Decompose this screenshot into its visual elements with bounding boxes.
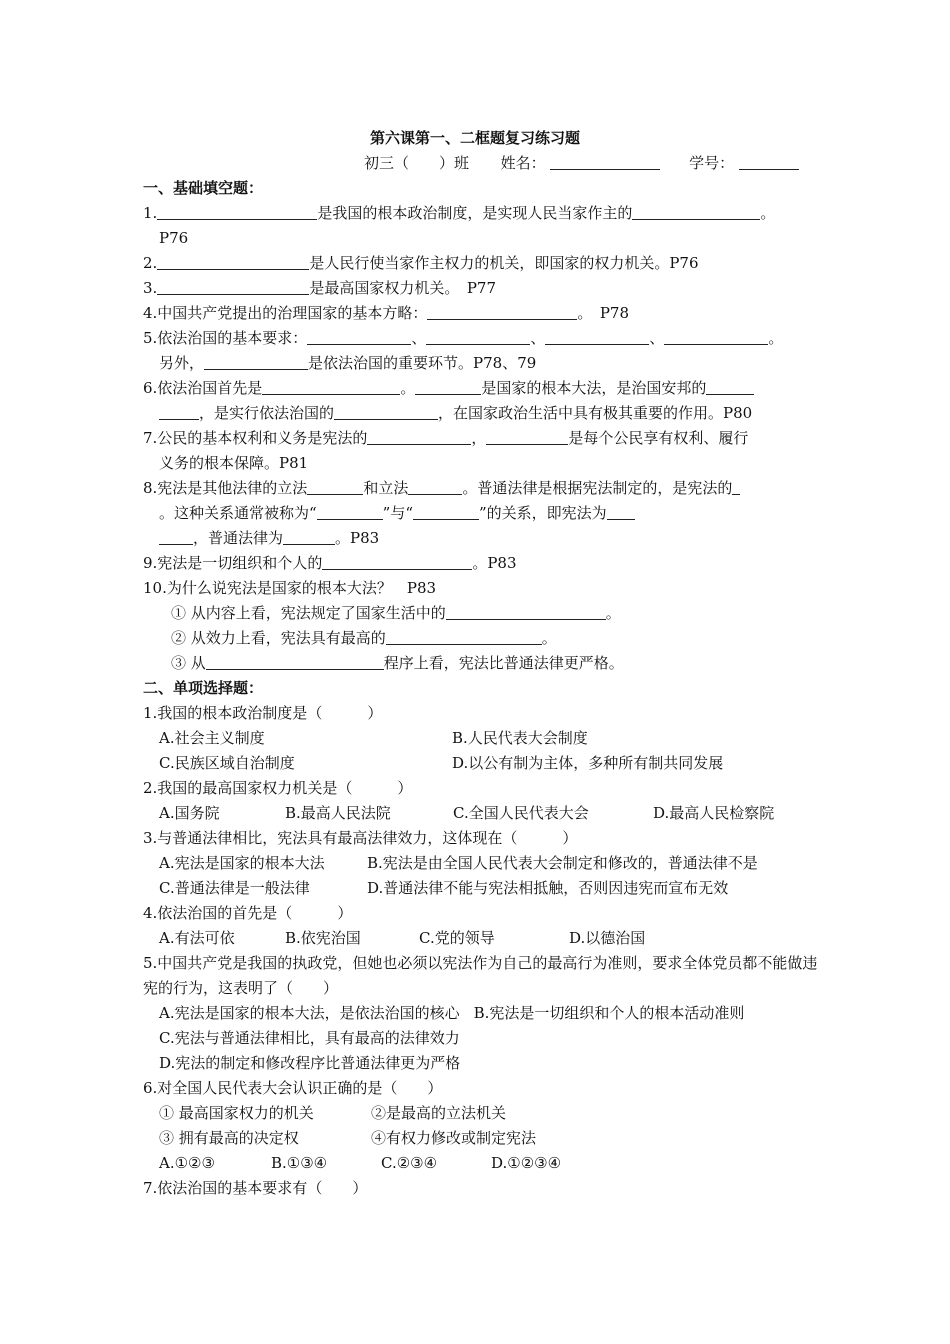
q-text: 4.中国共产党提出的治理国家的基本方略： bbox=[143, 304, 428, 322]
q-text: 8.宪法是其他法律的立法 bbox=[143, 479, 308, 497]
fill-question-6-cont bbox=[143, 401, 819, 426]
q-text: 是国家的根本大法，是治国安邦的 bbox=[481, 379, 707, 397]
q-text: ”的关系，即宪法为 bbox=[479, 504, 607, 522]
choice-option[interactable]: C.②③④ bbox=[381, 1154, 438, 1172]
choice-question-stem: 2.我国的最高国家权力机关是（ ） bbox=[143, 779, 413, 797]
answer-blank[interactable] bbox=[732, 478, 740, 495]
choice-options-row bbox=[143, 726, 819, 751]
q-text: 。 P78 bbox=[577, 304, 630, 322]
q-text: 9.宪法是一切组织和个人的 bbox=[143, 554, 323, 572]
statement-item: ③ 拥有最高的决定权 bbox=[159, 1129, 299, 1147]
choice-option[interactable]: B.依宪治国 bbox=[285, 929, 361, 947]
answer-blank[interactable] bbox=[367, 428, 471, 445]
choice-options-row bbox=[143, 751, 819, 776]
statement-item: ① 最高国家权力的机关 bbox=[159, 1104, 314, 1122]
section1-heading: 一、基础填空题： bbox=[143, 179, 264, 197]
answer-blank[interactable] bbox=[157, 253, 309, 270]
q-text: 。普通法律是根据宪法制定的，是宪法的 bbox=[462, 479, 733, 497]
q-number: 1. bbox=[143, 204, 158, 222]
answer-blank[interactable] bbox=[262, 378, 400, 395]
fill-question-10-item-1 bbox=[143, 601, 819, 626]
q-text: ③ 从 bbox=[171, 654, 206, 672]
q-number: 3. bbox=[143, 279, 158, 297]
choice-option[interactable]: D.①②③④ bbox=[491, 1154, 562, 1172]
q-text: ”与“ bbox=[382, 504, 414, 522]
answer-blank[interactable] bbox=[159, 403, 199, 420]
answer-blank[interactable] bbox=[334, 403, 438, 420]
answer-blank[interactable] bbox=[607, 503, 635, 520]
answer-blank[interactable] bbox=[206, 653, 384, 670]
id-label: 学号： bbox=[689, 154, 735, 172]
fill-question-1-page: P76 bbox=[159, 229, 189, 247]
choice-options-row bbox=[143, 1001, 819, 1026]
student-info-line bbox=[364, 151, 799, 176]
fill-question-10: 10.为什么说宪法是国家的根本大法？ P83 bbox=[143, 579, 437, 597]
q-text: 。这种关系通常被称为“ bbox=[159, 504, 317, 522]
q-text: 。 bbox=[760, 204, 776, 222]
choice-option[interactable]: C.民族区域自治制度 bbox=[159, 754, 295, 772]
q-text: 是人民行使当家作主权力的机关，即国家的权力机关。P76 bbox=[309, 254, 699, 272]
statement-item: ②是最高的立法机关 bbox=[371, 1104, 507, 1122]
fill-question-5-cont bbox=[143, 351, 819, 376]
fill-question-2 bbox=[143, 251, 819, 276]
q-text: 另外， bbox=[159, 354, 205, 372]
choice-option[interactable]: B.①③④ bbox=[271, 1154, 328, 1172]
choice-option[interactable]: A.宪法是国家的根本大法 bbox=[159, 854, 325, 872]
q-text: 。 bbox=[400, 379, 416, 397]
choice-options-row bbox=[143, 1151, 819, 1176]
choice-option[interactable]: A.①②③ bbox=[159, 1154, 215, 1172]
q-text: ，在国家政治生活中具有极其重要的作用。P80 bbox=[438, 404, 753, 422]
fill-question-8-cont bbox=[143, 501, 819, 526]
choice-option[interactable]: B.最高人民法院 bbox=[285, 804, 391, 822]
choice-options-row bbox=[143, 851, 819, 876]
q-text: ，普通法律为 bbox=[193, 529, 284, 547]
choice-question-stem: 6.对全国人民代表大会认识正确的是（ ） bbox=[143, 1079, 443, 1097]
fill-question-1 bbox=[143, 201, 819, 226]
fill-question-5 bbox=[143, 326, 819, 351]
choice-option[interactable]: A.社会主义制度 bbox=[159, 729, 265, 747]
q-text: 是每个公民享有权利、履行 bbox=[568, 429, 749, 447]
q-text: ，是实行依法治国的 bbox=[199, 404, 335, 422]
answer-blank[interactable] bbox=[307, 328, 411, 345]
choice-question-stem: 7.依法治国的基本要求有（ ） bbox=[143, 1179, 368, 1197]
choice-option[interactable]: C.全国人民代表大会 bbox=[453, 804, 589, 822]
fill-question-8 bbox=[143, 476, 819, 501]
choice-option[interactable]: A.国务院 bbox=[159, 804, 220, 822]
q-text: 6.依法治国首先是 bbox=[143, 379, 263, 397]
section2-heading: 二、单项选择题： bbox=[143, 679, 264, 697]
answer-blank[interactable] bbox=[322, 553, 472, 570]
choice-options-row bbox=[143, 876, 819, 901]
name-label: 姓名： bbox=[500, 154, 546, 172]
choice-question-stem: 5.中国共产党是我国的执政党，但她也必须以宪法作为自己的最高行为准则，要求全体党员都不能做违宪的行为，这表明了（ ） bbox=[143, 954, 818, 997]
page-title: 第六课第一、二框题复习练习题 bbox=[369, 129, 580, 147]
fill-question-10-item-3 bbox=[143, 651, 819, 676]
choice-option[interactable]: B.人民代表大会制度 bbox=[452, 729, 588, 747]
id-blank[interactable] bbox=[739, 153, 799, 170]
choice-option[interactable]: D.以德治国 bbox=[569, 929, 646, 947]
q-text: 是最高国家权力机关。 P77 bbox=[309, 279, 496, 297]
worksheet-content bbox=[143, 176, 819, 1201]
choice-option[interactable]: C.党的领导 bbox=[419, 929, 495, 947]
choice-question-stem: 1.我国的根本政治制度是（ ） bbox=[143, 704, 383, 722]
choice-option[interactable]: C.宪法与普通法律相比，具有最高的法律效力 bbox=[159, 1029, 460, 1047]
answer-blank[interactable] bbox=[386, 628, 542, 645]
answer-blank[interactable] bbox=[632, 203, 760, 220]
q-text: ① 从内容上看，宪法规定了国家生活中的 bbox=[171, 604, 446, 622]
q-text: 和立法 bbox=[363, 479, 409, 497]
choice-option[interactable]: A.有法可依 bbox=[159, 929, 235, 947]
fill-question-6 bbox=[143, 376, 819, 401]
q-text: 。 bbox=[605, 604, 621, 622]
answer-blank[interactable] bbox=[283, 528, 335, 545]
q-text: 7.公民的基本权利和义务是宪法的 bbox=[143, 429, 368, 447]
class-label: 初三（ ）班 bbox=[364, 154, 470, 172]
answer-blank[interactable] bbox=[408, 478, 462, 495]
q-text: 。P83 bbox=[472, 554, 517, 572]
answer-blank[interactable] bbox=[204, 353, 308, 370]
choice-question-stem: 3.与普通法律相比，宪法具有最高法律效力，这体现在（ ） bbox=[143, 829, 578, 847]
choice-option[interactable]: B.宪法是一切组织和个人的根本活动准则 bbox=[473, 1004, 745, 1022]
choice-option[interactable]: B.宪法是由全国人民代表大会制定和修改的，普通法律不是 bbox=[367, 854, 758, 872]
choice-option[interactable]: D.宪法的制定和修改程序比普通法律更为严格 bbox=[159, 1054, 461, 1072]
choice-option[interactable]: C.普通法律是一般法律 bbox=[159, 879, 310, 897]
fill-question-9 bbox=[143, 551, 819, 576]
answer-blank[interactable] bbox=[159, 528, 193, 545]
q-text: ， bbox=[471, 429, 487, 447]
choice-options-row bbox=[143, 926, 819, 951]
q-text: 、 bbox=[649, 329, 665, 347]
fill-question-7-cont: 义务的根本保障。P81 bbox=[159, 454, 309, 472]
answer-blank[interactable] bbox=[427, 303, 577, 320]
q-text: 是依法治国的重要环节。P78、79 bbox=[308, 354, 537, 372]
choice-options-row bbox=[143, 801, 819, 826]
statement-item: ④有权力修改或制定宪法 bbox=[371, 1129, 537, 1147]
answer-blank[interactable] bbox=[486, 428, 568, 445]
choice-option[interactable]: D.以公有制为主体，多种所有制共同发展 bbox=[452, 754, 724, 772]
q-text: 程序上看，宪法比普通法律更严格。 bbox=[383, 654, 624, 672]
choice-question-stem: 4.依法治国的首先是（ ） bbox=[143, 904, 353, 922]
answer-blank[interactable] bbox=[157, 278, 309, 295]
fill-question-4 bbox=[143, 301, 819, 326]
fill-question-7 bbox=[143, 426, 819, 451]
answer-blank[interactable] bbox=[446, 603, 606, 620]
q-text: 。 bbox=[768, 329, 784, 347]
answer-blank[interactable] bbox=[157, 203, 317, 220]
answer-blank[interactable] bbox=[706, 378, 754, 395]
q-text: 。 bbox=[541, 629, 557, 647]
answer-blank[interactable] bbox=[545, 328, 649, 345]
q-text: 是我国的根本政治制度，是实现人民当家作主的 bbox=[317, 204, 633, 222]
choice-option[interactable]: D.普通法律不能与宪法相抵触，否则因违宪而宣布无效 bbox=[367, 879, 729, 897]
q-text: 、 bbox=[411, 329, 427, 347]
name-blank[interactable] bbox=[550, 153, 660, 170]
q-text: ② 从效力上看，宪法具有最高的 bbox=[171, 629, 386, 647]
q-text: 5.依法治国的基本要求： bbox=[143, 329, 308, 347]
answer-blank[interactable] bbox=[307, 478, 363, 495]
fill-question-3 bbox=[143, 276, 819, 301]
statement-row bbox=[143, 1126, 819, 1151]
q-number: 2. bbox=[143, 254, 158, 272]
fill-question-10-item-2 bbox=[143, 626, 819, 651]
answer-blank[interactable] bbox=[415, 378, 481, 395]
answer-blank[interactable] bbox=[413, 503, 479, 520]
choice-option[interactable]: A.宪法是国家的根本大法，是依法治国的核心 bbox=[159, 1004, 460, 1022]
q-text: 。P83 bbox=[335, 529, 380, 547]
answer-blank[interactable] bbox=[664, 328, 768, 345]
answer-blank[interactable] bbox=[317, 503, 383, 520]
q-text: 、 bbox=[530, 329, 546, 347]
answer-blank[interactable] bbox=[426, 328, 530, 345]
choice-option[interactable]: D.最高人民检察院 bbox=[653, 804, 775, 822]
fill-question-8-cont2 bbox=[143, 526, 819, 551]
statement-row bbox=[143, 1101, 819, 1126]
